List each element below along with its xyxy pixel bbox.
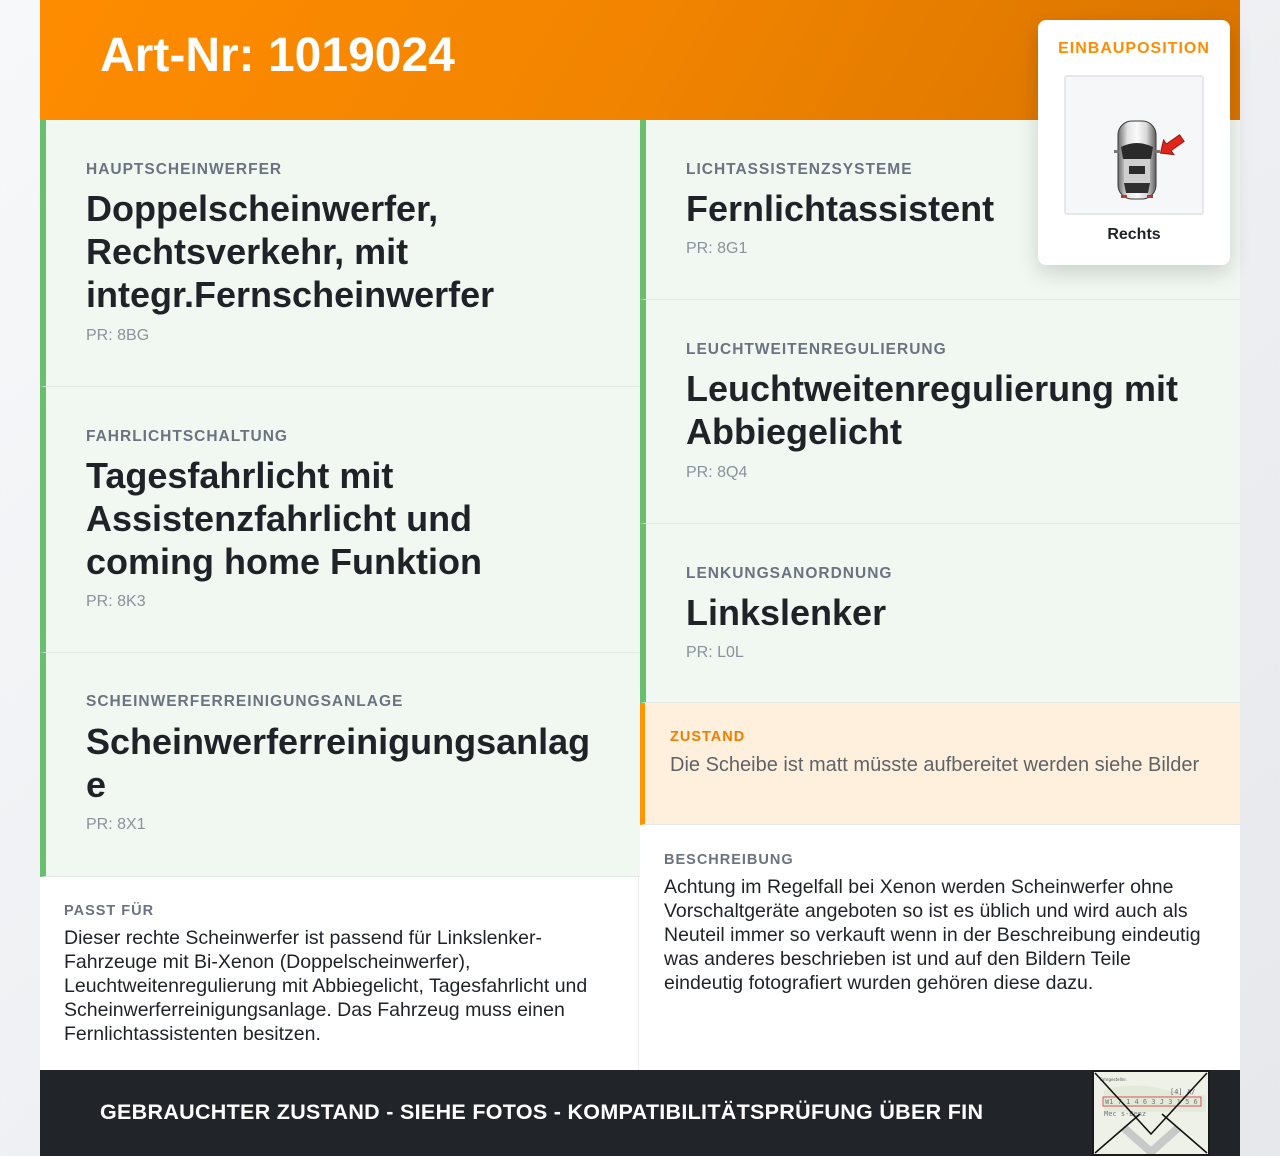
car-right-position-icon — [1066, 77, 1202, 213]
footer-bar — [40, 1070, 1240, 1156]
feature-pr-code: PR: 8G1 — [686, 240, 748, 257]
description-section — [640, 826, 1240, 1070]
feature-label: FAHRLICHTSCHALTUNG — [86, 428, 288, 445]
compatibility-text: Dieser rechte Scheinwerfer ist passend für Linkslenker-Fahrzeuge mit Bi-Xenon (Doppelscheinwerfer), Leuchtweitenregulierung mit Abbiegelicht, Tagesfahrlicht und Scheinwerferreinigungsanlage. Das Fahrzeug muss einen Fernlichtassistenten besitzen. — [64, 927, 588, 1045]
feature-pr-code: PR: 8K3 — [86, 593, 146, 610]
feature-pr-code: PR: 8Q4 — [686, 464, 748, 481]
feature-value: Fernlichtassistent — [686, 188, 995, 229]
svg-text:[4] A/: [4] A/ — [1170, 1088, 1196, 1096]
mounting-position-title: EINBAUPOSITION — [1058, 40, 1210, 57]
footer-notice: GEBRAUCHTER ZUSTAND - SIEHE FOTOS - KOMPATIBILITÄTSPRÜFUNG ÜBER FIN — [100, 1100, 984, 1124]
feature-value: Linkslenker — [686, 592, 887, 633]
feature-card-hauptscheinwerfer — [40, 120, 640, 387]
feature-value: Leuchtweitenregulierung mit Abbiegelicht — [686, 368, 1179, 452]
feature-value: Tagesfahrlicht mit Assistenzfahrlicht und coming home Funktion — [86, 455, 482, 582]
feature-pr-code: PR: L0L — [686, 644, 744, 661]
feature-label: HAUPTSCHEINWERFER — [86, 161, 283, 178]
mounting-position-card — [1038, 20, 1230, 265]
features-left-column — [40, 120, 640, 877]
feature-label: LENKUNGSANORDNUNG — [686, 565, 893, 582]
compatibility-label: PASST FÜR — [64, 903, 155, 919]
svg-text:Mec s-Benz: Mec s-Benz — [1104, 1110, 1147, 1118]
compatibility-section — [40, 877, 639, 1070]
fin-envelope-icon[interactable] — [1092, 1070, 1210, 1156]
feature-value: Scheinwerferreinigungsanlage — [86, 721, 591, 805]
mounting-position-caption: Rechts — [1107, 226, 1161, 243]
condition-text: Die Scheibe ist matt müsste aufbereitet werden siehe Bilder — [670, 754, 1200, 776]
mounting-position-image — [1064, 75, 1204, 215]
feature-card-scheinwerferreinigungsanlage — [40, 653, 640, 877]
product-sheet — [40, 0, 1240, 1156]
feature-label: SCHEINWERFERREINIGUNGSANLAGE — [86, 693, 404, 710]
feature-pr-code: PR: 8X1 — [86, 816, 146, 833]
condition-notice — [640, 703, 1240, 825]
feature-card-lenkungsanordnung — [640, 524, 1240, 703]
feature-label: LEUCHTWEITENREGULIERUNG — [686, 341, 947, 358]
article-number-title: Art-Nr: 1019024 — [100, 29, 455, 82]
feature-card-fahrlichtschaltung — [40, 387, 640, 653]
description-label: BESCHREIBUNG — [664, 852, 794, 868]
feature-label: LICHTASSISTENZSYSTEME — [686, 161, 913, 178]
feature-pr-code: PR: 8BG — [86, 327, 150, 344]
feature-value: Doppelscheinwerfer, Rechtsverkehr, mit integr.Fernscheinwerfer — [86, 188, 495, 315]
condition-label: ZUSTAND — [670, 729, 746, 745]
feature-card-leuchtweitenregulierung — [640, 300, 1240, 524]
svg-text:Fahrgestellnr.: Fahrgestellnr. — [1100, 1077, 1127, 1082]
description-text: Achtung im Regelfall bei Xenon werden Scheinwerfer ohne Vorschaltgeräte angeboten so ist es üblich und wird auch als Neuteil immer so verkauft wenn in der Beschreibung eindeutig was anderes beschrieben ist und auf den Bildern Teile eindeutig fotografiert wurden gehören diese dazu. — [664, 876, 1201, 994]
svg-text:W1 7 1 4 6 3 J 3 1 5 6: W1 7 1 4 6 3 J 3 1 5 6 — [1105, 1098, 1198, 1106]
